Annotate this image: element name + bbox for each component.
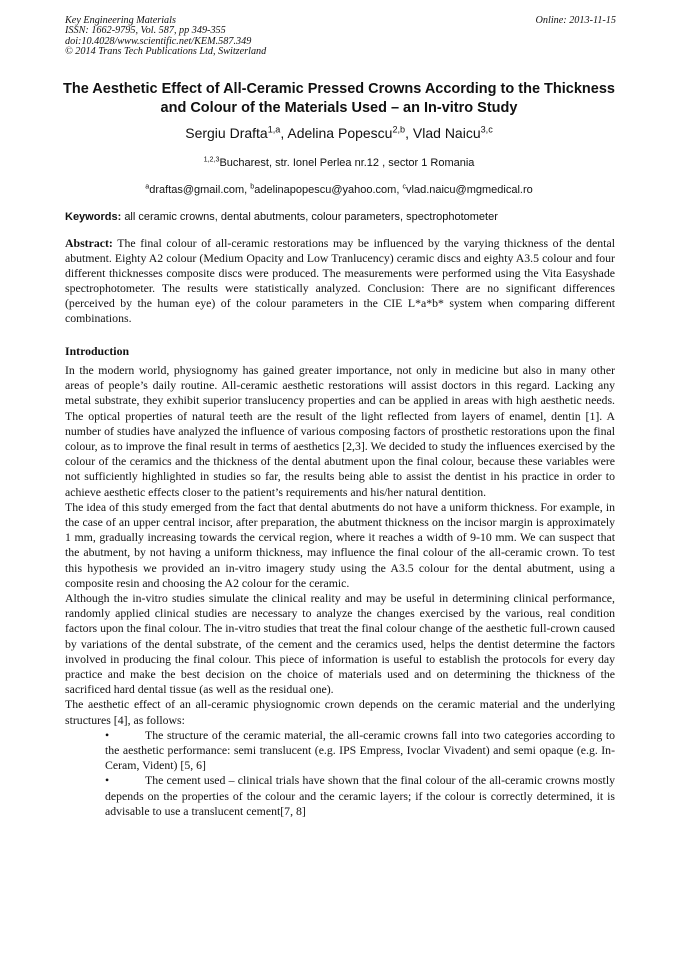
- author-name: Adelina Popescu: [287, 125, 393, 141]
- paragraph: The aesthetic effect of an all-ceramic physiognomic crown depends on the ceramic material and the underlying structures [4], as follows:: [65, 697, 615, 727]
- keywords: [65, 210, 615, 224]
- journal-metadata: [65, 16, 266, 58]
- affiliation-text: Bucharest, str. Ionel Perlea nr.12 , sector 1 Romania: [219, 157, 475, 169]
- paragraph: Although the in-vitro studies simulate the clinical reality and may be useful in determining clinical performance, randomly applied clinical studies are necessary to analyze the changes exercised by the various, real condition factors upon the final colour. The in-vitro studies that treat the final colour change of the aesthetic full-crown caused by variations of the dental substrate, of the cement and the ceramics used, helps the dentist determine the factors involved in producing the final colour. This piece of information is useful to establish the protocols for every day practice and make the best decision on the choice of materials used and on determining the thickness of the sacrificed hard dental tissue (as well as the residual one).: [65, 591, 615, 697]
- author-superscript: 1,a: [267, 124, 281, 135]
- introduction-body: [65, 363, 615, 819]
- abstract: [65, 236, 615, 326]
- paragraph: In the modern world, physiognomy has gained greater importance, not only in medicine but also in many other areas of people’s daily routine. All-ceramic aesthetic restorations will assist doctors in this regard. Lacking any metal substrate, they exhibit superior translucency properties and can be applied in areas with high aesthetic needs. The optical properties of natural teeth are the result of the light reflected from layers of enamel, dentin [1]. A number of studies have analyzed the influence of various composing factors of prosthetic restorations upon the final colour, as to improve the final result in terms of aesthetics [2,3]. We decided to study the influences exercised by the colour of the ceramics and the thickness of the dental abutment upon the final colour, because these variables were not sufficiently highlighted in studies so far, the results being able to assist the dentist in his practice in order to achieve aesthetic effects closer to the patient’s requirements and his/her natural dentition.: [65, 363, 615, 499]
- email-superscript: a: [145, 182, 150, 191]
- list-item-text: The cement used – clinical trials have shown that the final colour of the all-ceramic crowns mostly depends on the properties of the colour and the ceramic layers; if the colour is correctly determined, it is advisable to use a translucent cement[7, 8]: [105, 773, 615, 818]
- author-name: Sergiu Drafta: [185, 125, 268, 141]
- author-superscript: 2,b: [392, 124, 406, 135]
- email-superscript: b: [250, 182, 255, 191]
- journal-name: Key Engineering Materials: [65, 15, 176, 26]
- list-item: [105, 773, 615, 819]
- bullet-list: [65, 728, 615, 819]
- abstract-label: Abstract:: [65, 236, 113, 250]
- email-superscript: c: [402, 182, 407, 191]
- author-superscript: 3,c: [480, 124, 493, 135]
- author-name: Vlad Naicu: [412, 125, 481, 141]
- abstract-text: The final colour of all-ceramic restorations may be influenced by the varying thickness of the dental abutment. Eighty A2 colour (Medium Opacity and Low Tranlucency) ceramic discs and eighty A3.5 colour and four different thicknesses composite discs were produced. The measurements were performed using the Vita Easyshade spectrophotometer. The results were statistically analyzed. Conclusion: There are no significant differences (perceived by the human eye) of the colour parameters in the CIE L*a*b* system when comparing different combinations.: [65, 236, 615, 325]
- copyright-line: © 2014 Trans Tech Publications Ltd, Switzerland: [65, 46, 267, 58]
- list-item: [105, 728, 615, 774]
- doi-line[interactable]: doi:10.4028/www.scientific.net/KEM.587.349: [65, 35, 252, 47]
- paragraph: The idea of this study emerged from the fact that dental abutments do not have a uniform thickness. For example, in the case of an upper central incisor, after preparation, the abutment thickness on the incisor margin is approximately 1 mm, gradually increasing towards the cervical region, where it reaches a width of 9-10 mm. We can suspect that the abutment, by not having a uniform thickness, may influence the final colour of the all-ceramic crown. To test this hypothesis we provided an in-vitro imagery study using the A3.5 colour for the dental abutment, using a composite resin and choosing the A2 colour for the ceramic.: [65, 499, 615, 590]
- email-address[interactable]: draftas@gmail.com: [149, 184, 245, 196]
- keywords-text: all ceramic crowns, dental abutments, colour parameters, spectrophotometer: [124, 211, 498, 223]
- email-address[interactable]: vlad.naicu@mgmedical.ro: [406, 184, 533, 196]
- email-list: $^a$draftas@gmail.com, $^b$adelinapopescu@yahoo.com, $^c$vlad.naicu@mgmedical.ro: [145, 182, 533, 196]
- email-address[interactable]: adelinapopescu@yahoo.com: [254, 184, 397, 196]
- author-list: Sergiu Drafta$^{1,a}$, Adelina Popescu$^{2,b}$, Vlad Naicu$^{3,c}$: [185, 124, 493, 141]
- affiliation-superscript: 1,2,3: [203, 155, 220, 164]
- affiliation: [60, 156, 618, 170]
- list-item-text: The structure of the ceramic material, the all-ceramic crowns fall into two categories according to the aesthetic performance: semi translucent (e.g. IPS Empress, Ivoclar Vivadent) and semi opaque (e.g. In-Ceram, Vident) [5, 6]: [105, 727, 615, 773]
- paper-title: The Aesthetic Effect of All-Ceramic Pressed Crowns According to the Thickness and Colour of the Materials Used – an In-vitro Study: [63, 81, 615, 116]
- online-date: Online: 2013-11-15: [535, 15, 616, 26]
- keywords-label: Keywords:: [65, 211, 122, 223]
- section-heading-introduction: Introduction: [65, 344, 130, 358]
- bullet-icon: •: [105, 773, 110, 788]
- issn-line: ISSN: 1662-9795, Vol. 587, pp 349-355: [65, 25, 226, 37]
- bullet-icon: •: [105, 727, 110, 742]
